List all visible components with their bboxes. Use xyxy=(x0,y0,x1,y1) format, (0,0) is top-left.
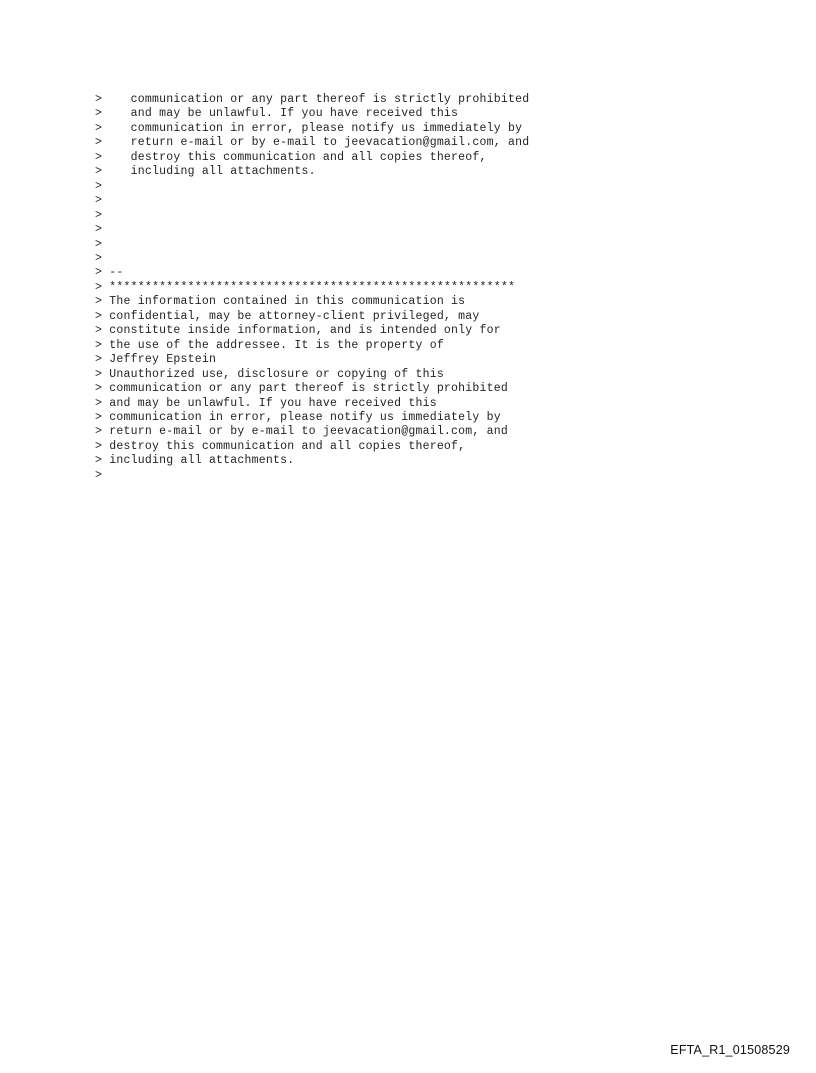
body-line: > xyxy=(95,179,103,193)
body-line: > The information contained in this communication is xyxy=(95,295,466,309)
body-line: > xyxy=(95,251,103,265)
body-line: > xyxy=(95,194,103,208)
body-line: > communication in error, please notify us immediately by xyxy=(95,410,501,424)
body-line: > communication in error, please notify us immediately by xyxy=(95,121,523,135)
body-line: > and may be unlawful. If you have received this xyxy=(95,107,459,121)
body-line: > and may be unlawful. If you have received this xyxy=(95,396,437,410)
body-line: > the use of the addressee. It is the property of xyxy=(95,338,444,352)
body-line: > communication or any part thereof is strictly prohibited xyxy=(95,382,509,396)
body-line: > xyxy=(95,223,103,237)
body-line: > xyxy=(95,208,103,222)
bates-number: EFTA_R1_01508529 xyxy=(670,1043,790,1057)
body-line: > communication or any part thereof is strictly prohibited xyxy=(95,93,530,106)
body-line: > destroy this communication and all copies thereof, xyxy=(95,150,487,164)
body-line-separator: > ********************************************************* xyxy=(95,280,516,294)
body-line: > return e-mail or by e-mail to jeevacation@gmail.com, and xyxy=(95,136,530,150)
body-line: > constitute inside information, and is intended only for xyxy=(95,324,501,338)
body-line: > Jeffrey Epstein xyxy=(95,353,217,367)
body-line: > return e-mail or by e-mail to jeevacation@gmail.com, and xyxy=(95,425,509,439)
email-quoted-body xyxy=(95,93,715,483)
body-line: > xyxy=(95,468,103,482)
body-line: > destroy this communication and all copies thereof, xyxy=(95,439,466,453)
body-line: > including all attachments. xyxy=(95,454,295,468)
body-line: > Unauthorized use, disclosure or copying of this xyxy=(95,367,444,381)
body-line: > -- xyxy=(95,266,124,280)
body-line: > xyxy=(95,237,103,251)
body-line: > confidential, may be attorney-client privileged, may xyxy=(95,309,480,323)
body-line: > including all attachments. xyxy=(95,165,316,179)
